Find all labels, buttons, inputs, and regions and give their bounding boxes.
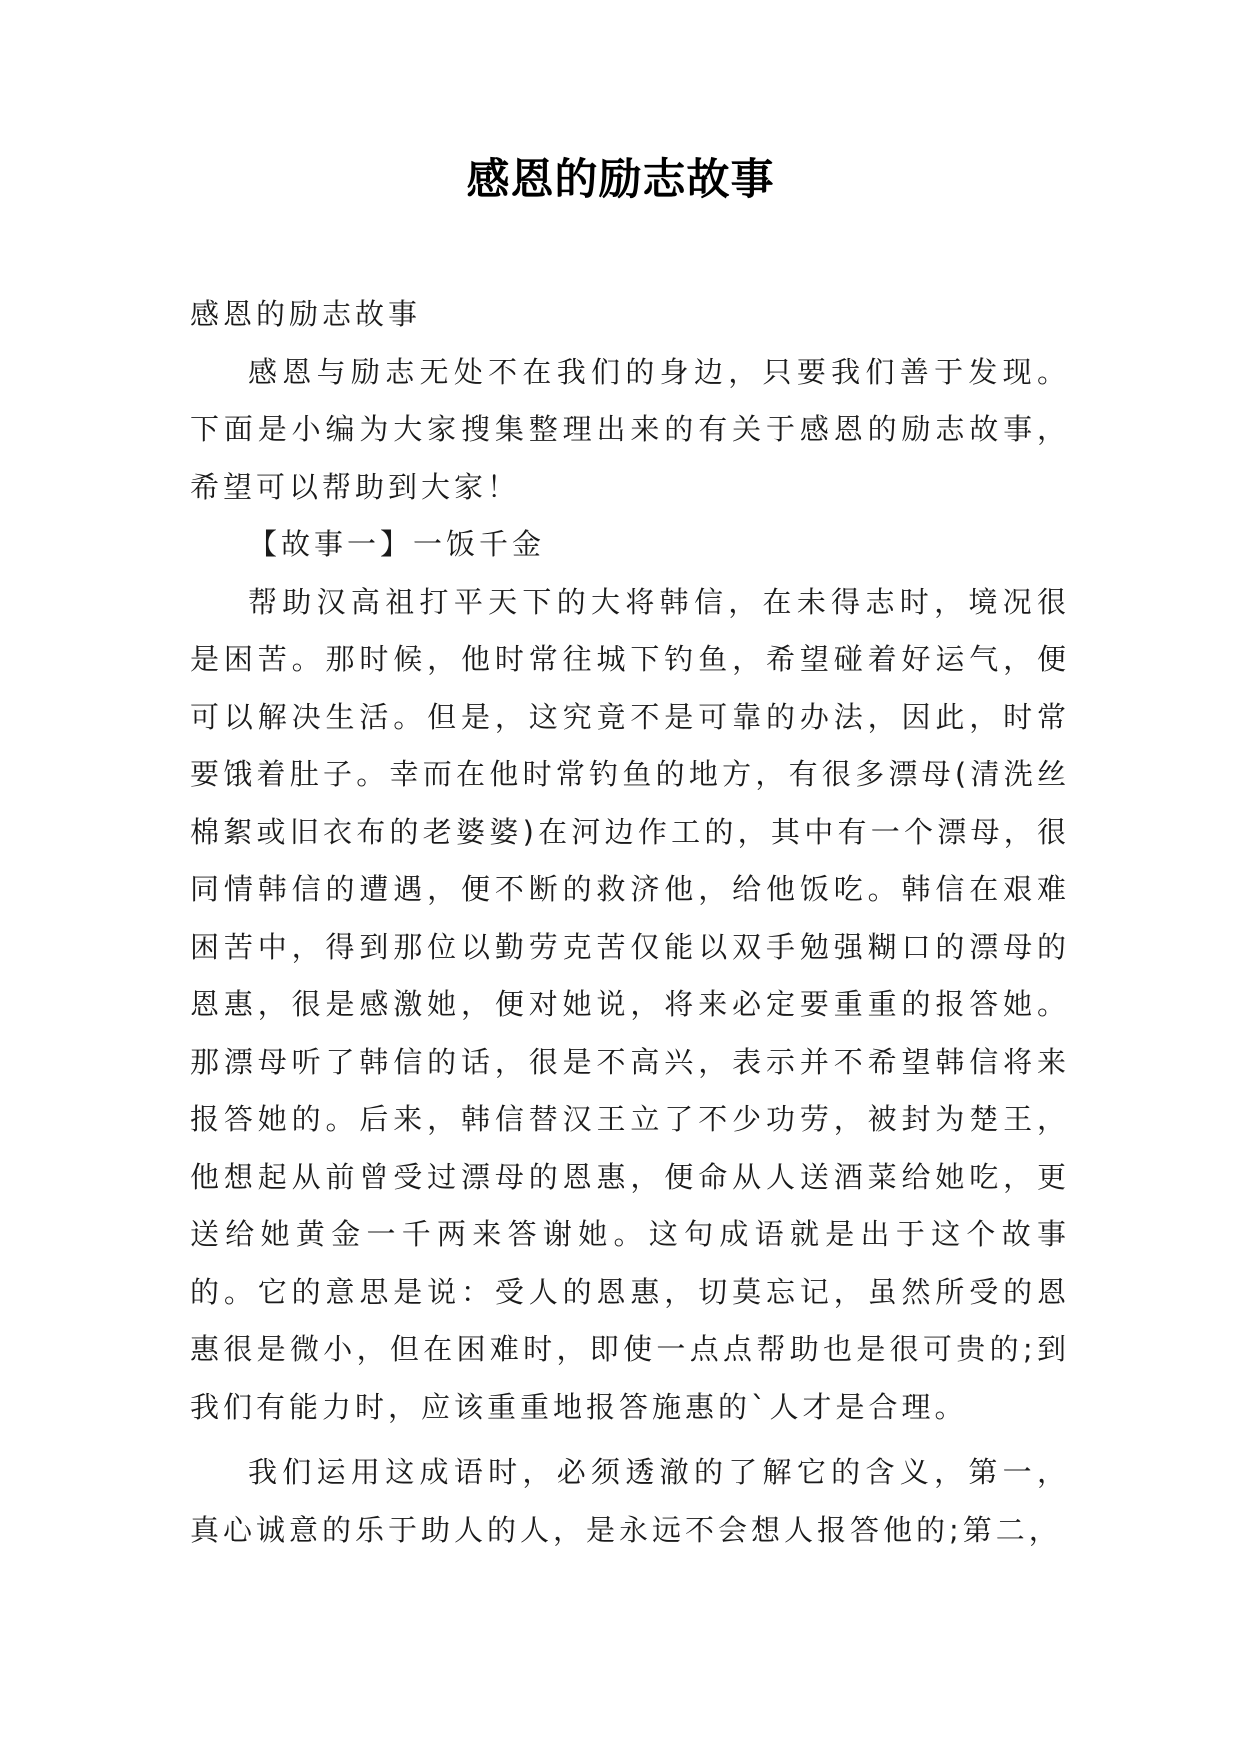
story-heading: 【故事一】一饭千金 [248, 527, 546, 561]
story-paragraph: 帮助汉高祖打平天下的大将韩信，在未得志时，境况很是困苦。那时候，他时常往城下钓鱼，希望碰着好运气，便可以解决生活。但是，这究竟不是可靠的办法，因此，时常要饿着肚子。幸而在他时常钓鱼的地方，有很多漂母(清洗丝棉絮或旧衣布的老婆婆)在河边作工的，其中有一个漂母，很同情韩信的遭遇，便不断的救济他，给他饭吃。韩信在艰难困苦中，得到那位以勤劳克苦仅能以双手勉强糊口的漂母的恩惠，很是感激她，便对她说，将来必定要重重的报答她。那漂母听了韩信的话，很是不高兴，表示并不希望韩信将来报答她的。后来，韩信替汉王立了不少功劳，被封为楚王，他想起从前曾受过漂母的恩惠，便命从人送酒菜给她吃，更送给她黄金一千两来答谢她。这句成语就是出于这个故事的。它的意思是说：受人的恩惠，切莫忘记，虽然所受的恩惠很是微小，但在困难时，即使一点点帮助也是很可贵的;到我们有能力时，应该重重地报答施惠的`人才是合理。 [190, 584, 1070, 1424]
subtitle-paragraph: 感恩的励志故事 [190, 297, 422, 331]
document-title: 感恩的励志故事 [466, 155, 775, 205]
intro-paragraph: 感恩与励志无处不在我们的身边，只要我们善于发现。下面是小编为大家搜集整理出来的有关于感恩的励志故事，希望可以帮助到大家！ [190, 354, 1070, 504]
document-body [190, 286, 1070, 1559]
commentary-paragraph: 我们运用这成语时，必须透澈的了解它的含义，第一，真心诚意的乐于助人的人，是永远不会想人报答他的;第二， [190, 1455, 1070, 1547]
